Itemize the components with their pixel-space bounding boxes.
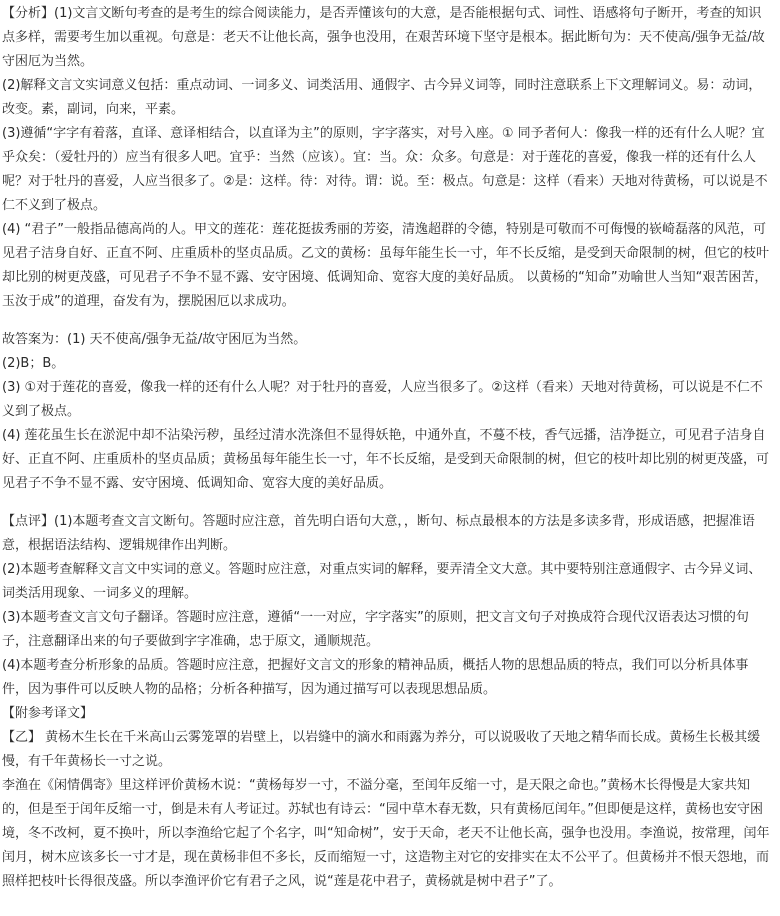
translation-header: 【附参考译文】 [2, 706, 94, 721]
answer-4: (4) 莲花虽生长在淤泥中却不沾染污秽，虽经过清水洗涤但不显得妖艳，中通外直，不蔓不枝，香气远播，洁净挺立，可见君子洁身自好、正直不阿、庄重质朴的坚贞品质；黄杨虽每年能生长一寸，年不长反缩，是受到天命限制的树，但它的枝叶却比别的树更茂盛，可见君子不争不显不露、安守困境、低调知命、宽容大度的美好品质。 [2, 428, 770, 491]
analysis-part-4: (4) “君子”一般指品德高尚的人。甲文的莲花：莲花挺拔秀丽的芳姿，清逸超群的令德，特别是可敬而不可侮慢的嵚崎磊落的风范，可见君子洁身自好、正直不阿、庄重质朴的坚贞品质。乙文的黄杨：虽每年能生长一寸，年不长反缩，是受到天命限制的树，但它的枝叶却比别的树更茂盛，可见君子不争不显不露、安守困境、低调知命、宽容大度的美好品质。 以黄杨的“知命”劝喻世人当知“艰苦困苦，玉汝于成”的道理，奋发有为，摆脱困厄以求成功。 [2, 222, 770, 309]
spacer [2, 496, 774, 510]
translation-para-1: 【乙】 黄杨木生长在千米高山云雾笼罩的岩壁上，以岩缝中的滴水和雨露为养分，可以说吸收了天地之精华而长成。黄杨生长极其缓慢，有千年黄杨长一寸之说。 [2, 730, 761, 769]
analysis-part-3: (3)遵循“字字有着落，直译、意译相结合，以直译为主”的原则，字字落实，对号入座。① 同予者何人：像我一样的还有什么人呢？宜乎众矣：（爱牡丹的）应当有很多人吧。宜乎：当然（应该）。宜：当。众：众多。句意是：对于莲花的喜爱，像我一样的还有什么人呢？对于牡丹的喜爱，人应当很多了。②是：这样。待：对待。谓：说。至：极点。句意是：这样（看来）天地对待黄杨，可以说是不仁不义到了极点。 [2, 126, 768, 213]
comment-2: (2)本题考查解释文言文中实词的意义。答题时应注意，对重点实词的解释，要弄清全文大意。其中要特别注意通假字、古今异义词、词类活用现象、一词多义的理解。 [2, 562, 762, 601]
comment-3: (3)本题考查文言文句子翻译。答题时应注意，遵循“一一对应，字字落实”的原则，把文言文句子对换成符合现代汉语表达习惯的句子，注意翻译出来的句子要做到字字准确，忠于原文，通顺规范。 [2, 610, 749, 649]
comment-1: 【点评】(1)本题考查文言文断句。答题时应注意，首先明白语句大意，，断句、标点最根本的方法是多读多背，形成语感，把握准语意，根据语法结构、逻辑规律作出判断。 [2, 514, 755, 553]
analysis-part-1: 【分析】(1)文言文断句考查的是考生的综合阅读能力，是否弄懂该句的大意，是否能根据句式、词性、语感将句子断开，考查的知识点多样，需要考生加以重视。句意是：老天不让他长高，强争也没用，在艰苦环境下坚守是根本。据此断句为：天不使高/强争无益/故守困厄为当然。 [2, 6, 765, 69]
translation-para-2: 李渔在《闲情偶寄》里这样评价黄杨木说：“黄杨每岁一寸，不溢分毫，至闰年反缩一寸，是天限之命也。”黄杨木长得慢是大家共知的，但是至于闰年反缩一寸，倒是未有人考证过。苏轼也有诗云：“园中草木春无数，只有黄杨厄闰年。”但即便是这样，黄杨也安守困境，冬不改柯，夏不换叶，所以李渔给它起了个名字，叫“知命树”，安于天命，老天不让他长高，强争也没用。李渔说，按常理，闰年闰月，树木应该多长一寸才是，现在黄杨非但不多长，反而缩短一寸，这造物主对它的安排实在太不公平了。但黄杨并不恨天怨地，而照样把枝叶长得很茂盛。所以李渔评价它有君子之风，说“莲是花中君子，黄杨就是树中君子”了。 [2, 778, 770, 889]
answer-2: (2)B；B。 [2, 356, 65, 371]
answer-intro: 故答案为：(1) 天不使高/强争无益/故守困厄为当然。 [2, 332, 307, 347]
comment-4: (4)本题考查分析形象的品质。答题时应注意，把握好文言文的形象的精神品质，概括人物的思想品质的特点，我们可以分析具体事件，因为事件可以反映人物的品格；分析各种描写，因为通过描写可以表现思想品质。 [2, 658, 749, 697]
spacer [2, 314, 774, 328]
analysis-part-2: (2)解释文言文实词意义包括：重点动词、一词多义、词类活用、通假字、古今异义词等，同时注意联系上下文理解词义。易：动词，改变。素，副词，向来，平素。 [2, 78, 762, 117]
answer-3: (3) ①对于莲花的喜爱，像我一样的还有什么人呢？对于牡丹的喜爱，人应当很多了。②这样（看来）天地对待黄杨，可以说是不仁不义到了极点。 [2, 380, 763, 419]
